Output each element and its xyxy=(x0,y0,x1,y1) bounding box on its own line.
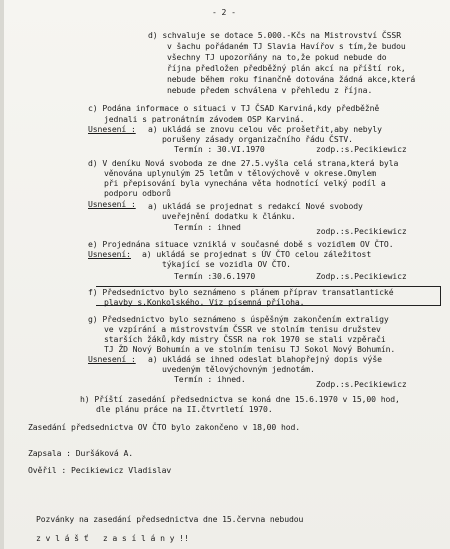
page-edge-shadow xyxy=(0,0,4,549)
item-e-line: e) Projednána situace vzniklá v současné době s vozidlem OV ČTO. xyxy=(88,239,394,249)
item-d2-termin: Termín : ihned xyxy=(174,222,241,232)
item-e-resolution: týkající se vozidla OV ČTO. xyxy=(162,259,291,269)
item-g-termin: Termín : ihned. xyxy=(174,374,246,384)
item-c-zodp: zodp.:s.Pecikiewicz xyxy=(316,144,407,154)
item-d2-line: d) V deníku Nová svoboda ze dne 27.5.vyšla celá strana,která byla xyxy=(88,158,399,168)
item-g-line: g) Předsednictvo bylo seznámeno s úspěšným zakončením extraligy xyxy=(88,314,389,324)
item-d-line: nebude předem schválena v přehledu z října. xyxy=(167,85,373,95)
item-e-resolution: a) ukládá se projednat s ÚV ČTO celou záležitost xyxy=(142,249,372,259)
item-d2-resolution: a) ukládá se projednat s redakcí Nové svobody xyxy=(148,201,363,211)
item-f-line: f) Předsednictvo bylo seznámeno s plánem příprav transatlantické xyxy=(88,287,394,297)
item-d2-usneseni-label: Usnesení : xyxy=(88,199,136,209)
item-g-line: starších žáků,kdy mistry ČSSR na rok 1970 se stali vzpěrači xyxy=(104,334,386,344)
item-d2-zodp: zodp.:s.Pecikiewicz xyxy=(316,226,407,236)
item-d-line: v šachu pořádaném TJ Slavia Havířov s tím,že budou xyxy=(167,41,406,51)
item-g-resolution: a) ukládá se ihned odeslat blahopřejný dopis výše xyxy=(148,354,382,364)
item-d2-line: při přepisování byla vynechána věta hodnotící velký podíl a xyxy=(104,178,386,188)
item-d-line: října předložen předběžný plán akcí na příští rok, xyxy=(167,63,406,73)
footer-notice: z v l á š ť z a s í l á n y !! xyxy=(36,533,189,543)
item-g-usneseni-label: Usnesení : xyxy=(88,354,136,364)
item-d-line: nebude během roku finančně dotována žádná akce,která xyxy=(167,74,416,84)
item-e-termin: Termín :30.6.1970 xyxy=(174,271,256,281)
closing-statement: Zasedání předsednictva OV ČTO bylo zakončeno v 18,00 hod. xyxy=(28,422,301,432)
item-d-line: d) schvaluje se dotace 5.000.-Kčs na Mistrovství ČSSR xyxy=(148,30,401,40)
item-d2-line: podporu odborů xyxy=(104,188,171,198)
item-d-line: všechny TJ upozorňány na to,že pokud nebude do xyxy=(167,52,387,62)
item-c-usneseni-label: Usnesení : xyxy=(88,124,136,134)
item-h-line: h) Příští zasedání předsednictva se koná dne 15.6.1970 v 15,00 hod, xyxy=(80,394,400,404)
item-g-line: ve vzpírání a mistrovstvím ČSSR ve stolním tenisu družstev xyxy=(104,324,381,334)
item-c-resolution: a) ukládá se znovu celou věc prošetřit,aby nebyly xyxy=(148,124,382,134)
item-h-line: dle plánu práce na II.čtvrtletí 1970. xyxy=(96,404,273,414)
item-c-termin: Termín : 30.VI.1970 xyxy=(174,144,265,154)
verified-by: Ověřil : Pecikiewicz Vladislav xyxy=(28,465,172,475)
item-e-zodp: Zodp.:s.Pecikiewicz xyxy=(316,271,407,281)
recorded-by: Zapsala : Duršáková A. xyxy=(28,448,134,458)
item-g-zodp: Zodp.:s.Pecikiewicz xyxy=(316,379,407,389)
item-e-usneseni-label: Usnesení: xyxy=(88,249,131,259)
item-g-line: TJ ŽD Nový Bohumín a ve stolním tenisu TJ Sokol Nový Bohumín. xyxy=(104,344,396,354)
item-c-resolution: porušeny zásady organizačního řádu ČSTV. xyxy=(162,134,353,144)
item-g-resolution: uvedeným tělovýchovným jednotám. xyxy=(162,364,315,374)
item-c-line: jednali s patronátním závodem OSP Karviná. xyxy=(104,114,305,124)
item-f-line: plavby s.Konkolského. Viz písemná příloha. xyxy=(104,297,305,307)
item-d2-line: věnována uplynulým 25 letům v tělovýchově v okrese.Omylem xyxy=(104,168,377,178)
page-number: - 2 - xyxy=(212,7,236,17)
item-c-line: c) Podána informace o situaci v TJ ČSAD Karviná,kdy předběžně xyxy=(88,103,380,113)
item-d2-resolution: uveřejnění dodatku k článku. xyxy=(162,211,296,221)
footer-notice: Pozvánky na zasedání předsednictva dne 15.června nebudou xyxy=(36,514,304,524)
